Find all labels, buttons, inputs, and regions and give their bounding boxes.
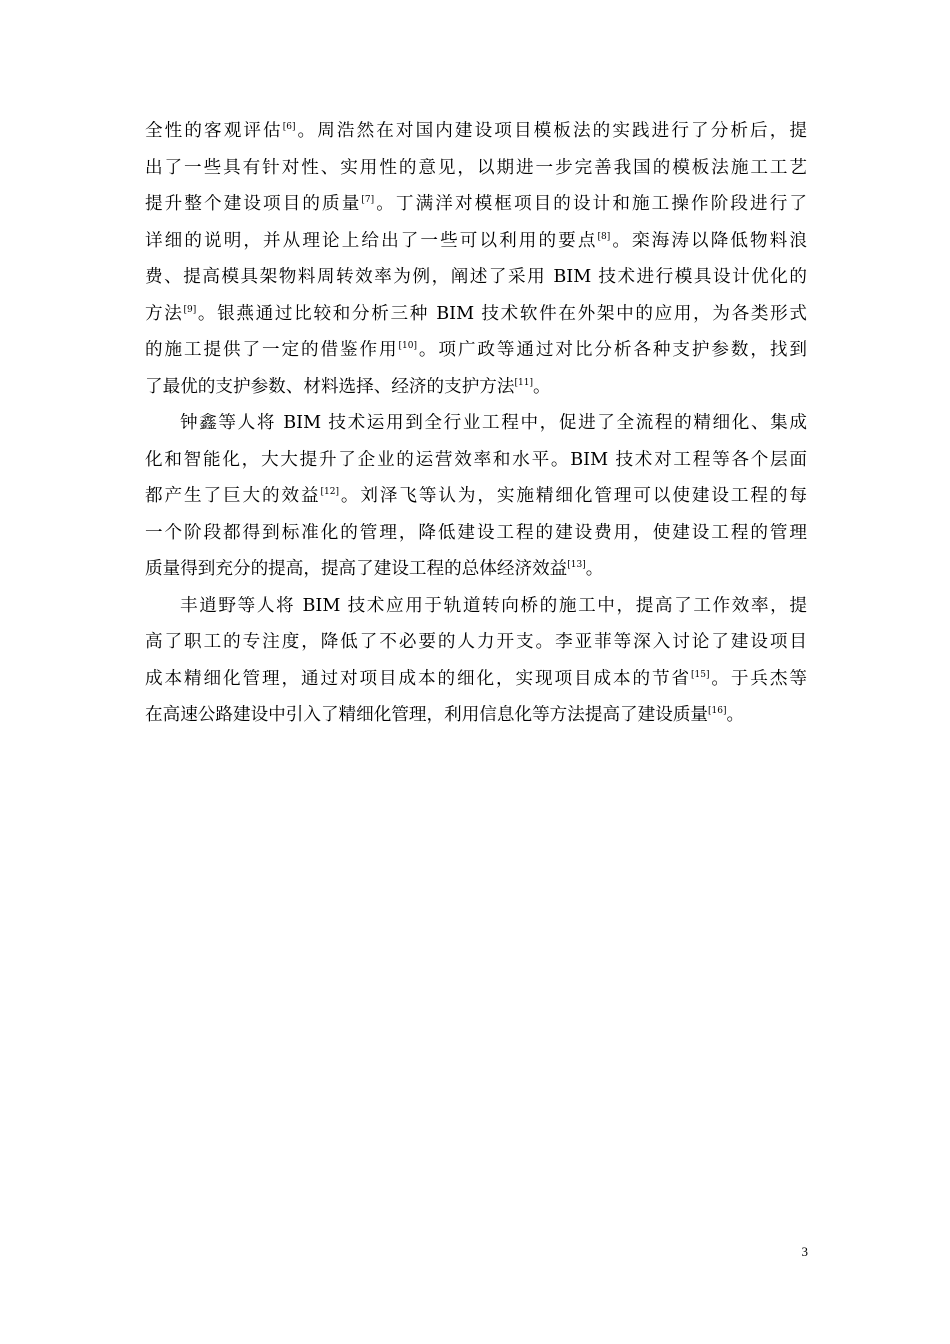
citation-marker: [11] (514, 377, 533, 388)
line-text: 。于兵杰等 (709, 668, 807, 689)
body-text (145, 113, 807, 734)
line-text: 。刘泽飞等认为，实施精细化管理可以使建设工程的每 (338, 486, 807, 506)
line-text: 。 (532, 376, 551, 397)
line-text: 提升整个建设项目的质量 (145, 194, 362, 214)
line-text: 全性的客观评估 (145, 121, 283, 141)
line-text: 丰逍野等人将 BIM 技术应用于轨道转向桥的施工中，提高了工作效率，提 (180, 595, 807, 616)
citation-marker: [10] (398, 341, 417, 351)
line-text: 费、提高模具架物料周转效率为例，阐述了采用 BIM 技术进行模具设计优化的 (145, 267, 807, 287)
citation-marker: [12] (320, 487, 339, 497)
line-text: 在高速公路建设中引入了精细化管理，利用信息化等方法提高了建设质量 (145, 705, 709, 725)
line-text: 。 (585, 559, 604, 579)
text-line (145, 588, 807, 625)
line-text: 。 (726, 705, 745, 725)
line-text: 成本精细化管理，通过对项目成本的细化，实现项目成本的节省 (145, 668, 691, 689)
text-line (145, 332, 807, 369)
line-text: 了最优的支护参数、材料选择、经济的支护方法 (145, 376, 515, 397)
line-text: 。周浩然在对国内建设项目模板法的实践进行了分析后，提 (295, 121, 807, 141)
text-line (145, 259, 807, 296)
line-text: 都产生了巨大的效益 (145, 486, 321, 506)
paragraph-3 (145, 588, 807, 734)
paragraph-2 (145, 405, 807, 588)
text-line (145, 624, 807, 661)
line-text: 出了一些具有针对性、实用性的意见，以期进一步完善我国的模板法施工工艺 (145, 157, 807, 178)
text-line (145, 442, 807, 479)
line-text: 。丁满洋对模框项目的设计和施工操作阶段进行了 (374, 194, 807, 214)
line-text: 。银燕通过比较和分析三种 BIM 技术软件在外架中的应用，为各类形式 (196, 303, 807, 324)
page-number: 3 (801, 1244, 808, 1259)
text-line (145, 515, 807, 552)
citation-marker: [7] (361, 195, 375, 205)
line-text: 详细的说明，并从理论上给出了一些可以利用的要点 (145, 230, 598, 251)
line-text: 质量得到充分的提高，提高了建设工程的总体经济效益 (145, 559, 568, 579)
citation-marker: [9] (183, 304, 197, 315)
citation-marker: [16] (708, 706, 727, 716)
text-line (145, 150, 807, 187)
line-text: 钟鑫等人将 BIM 技术运用到全行业工程中，促进了全流程的精细化、集成 (180, 413, 807, 433)
citation-marker: [13] (567, 560, 586, 570)
text-line (145, 369, 807, 406)
line-text: 一个阶段都得到标准化的管理，降低建设工程的建设费用，使建设工程的管理 (145, 522, 807, 543)
line-text: 的施工提供了一定的借鉴作用 (145, 340, 399, 360)
citation-marker: [6] (282, 122, 296, 132)
text-line (145, 113, 807, 150)
citation-marker: [8] (597, 231, 611, 242)
text-line (145, 551, 807, 588)
line-text: 高了职工的专注度，降低了不必要的人力开支。李亚菲等深入讨论了建设项目 (145, 632, 807, 652)
line-text: 化和智能化，大大提升了企业的运营效率和水平。BIM 技术对工程等各个层面 (145, 449, 807, 470)
paragraph-1 (145, 113, 807, 405)
text-line (145, 478, 807, 515)
text-line (145, 223, 807, 260)
text-line (145, 186, 807, 223)
text-line (145, 405, 807, 442)
text-line (145, 697, 807, 734)
text-line (145, 661, 807, 698)
line-text: 。栾海涛以降低物料浪 (610, 230, 807, 251)
text-line (145, 296, 807, 333)
citation-marker: [15] (691, 669, 710, 680)
line-text: 方法 (145, 303, 184, 324)
line-text: 。项广政等通过对比分析各种支护参数，找到 (416, 340, 807, 360)
